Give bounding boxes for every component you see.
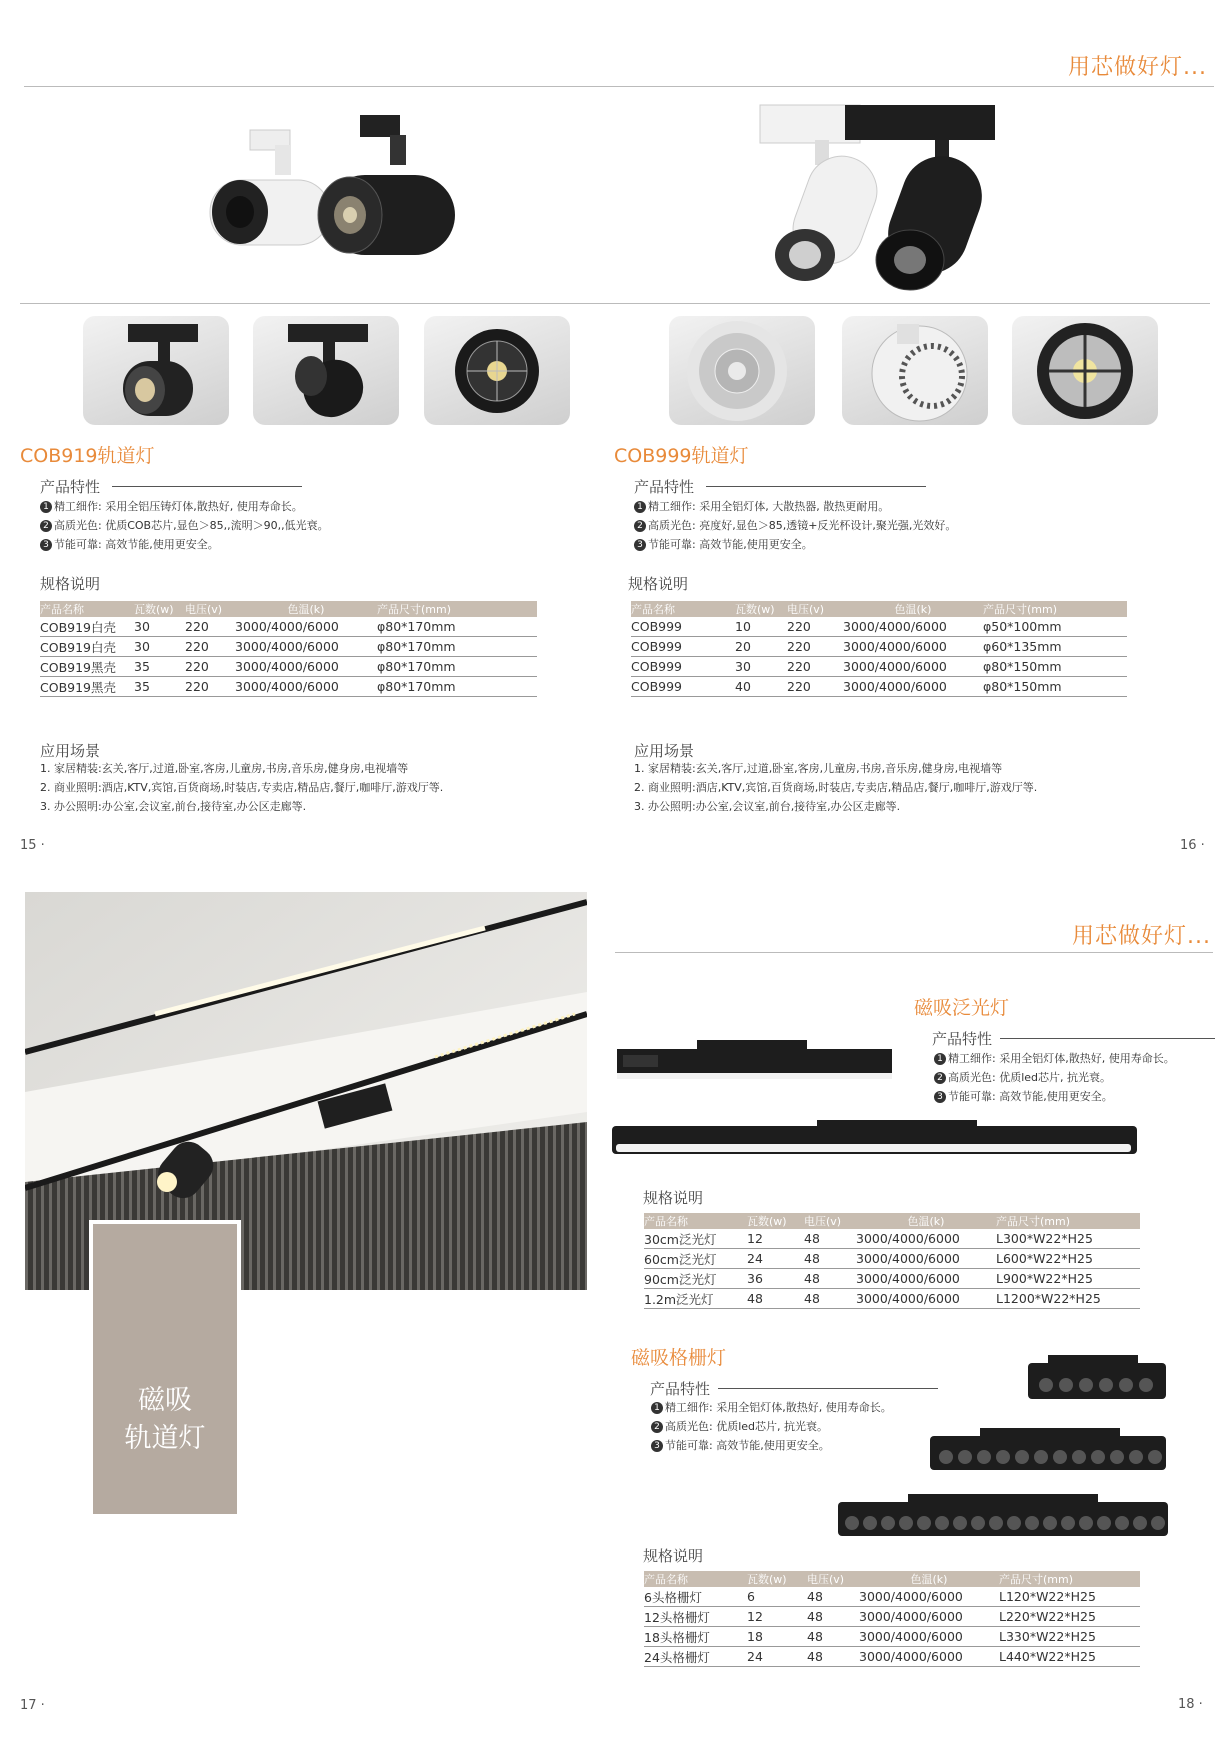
flood-features-list <box>934 1049 1175 1106</box>
table-row: COB999 20 220 3000/4000/6000 φ60*135mm <box>631 637 1127 657</box>
feature-item: 1 精工细作: 采用全铝灯体,散热好, 使用寿命长。 <box>651 1398 892 1417</box>
page18-divider <box>615 952 1213 953</box>
table-row: 18头格栅灯 18 48 3000/4000/6000 L330*W22*H25 <box>644 1627 1140 1647</box>
cob999-detail-photo-3 <box>1012 316 1158 425</box>
grille-features-rule <box>718 1388 938 1389</box>
table-row: 6头格栅灯 6 48 3000/4000/6000 L120*W22*H25 <box>644 1587 1140 1607</box>
cob919-features-heading: 产品特性 <box>40 478 101 496</box>
table-row: 1.2m泛光灯 48 48 3000/4000/6000 L1200*W22*H25 <box>644 1289 1140 1309</box>
table-row: COB999 40 220 3000/4000/6000 φ80*150mm <box>631 677 1127 697</box>
table-row: COB919黑壳 35 220 3000/4000/6000 φ80*170mm <box>40 677 537 697</box>
scene-item: 3. 办公照明:办公室,会议室,前台,接待室,办公区走廊等. <box>40 800 307 813</box>
table-row: 90cm泛光灯 36 48 3000/4000/6000 L900*W22*H25 <box>644 1269 1140 1289</box>
feature-item: 1 精工细作: 采用全铝灯体,散热好, 使用寿命长。 <box>934 1049 1175 1068</box>
scene-item: 1. 家居精装:玄关,客厅,过道,卧室,客房,儿童房,书房,音乐房,健身房,电视墙等 <box>634 762 1003 775</box>
cob919-scenes-heading: 应用场景 <box>40 742 101 760</box>
cob999-product-photo <box>745 95 1025 295</box>
feature-item: 2 高质光色: 优质led芯片, 抗光衰。 <box>934 1068 1175 1087</box>
feature-item: 2 高质光色: 优质led芯片, 抗光衰。 <box>651 1417 892 1436</box>
cob999-features-heading: 产品特性 <box>634 478 695 496</box>
magnetic-track-title-panel <box>89 1220 241 1518</box>
flood-title: 磁吸泛光灯 <box>914 997 1010 1019</box>
feature-item: 3 节能可靠: 高效节能,使用更安全。 <box>40 535 329 554</box>
feature-item: 2 高质光色: 优质COB芯片,显色＞85,,流明＞90,,低光衰。 <box>40 516 329 535</box>
table-row: 60cm泛光灯 24 48 3000/4000/6000 L600*W22*H25 <box>644 1249 1140 1269</box>
flood-features-rule <box>1000 1038 1215 1039</box>
page-number-15: 15 · <box>20 838 45 853</box>
cob919-specs-heading: 规格说明 <box>40 575 101 593</box>
grille-spec-table <box>644 1571 1140 1667</box>
flood-light-short-photo <box>617 1035 892 1085</box>
table-row: 24头格栅灯 24 48 3000/4000/6000 L440*W22*H25 <box>644 1647 1140 1667</box>
feature-item: 1 精工细作: 采用全铝灯体, 大散热器, 散热更耐用。 <box>634 497 956 516</box>
cob999-features-rule <box>706 486 926 487</box>
flood-spec-table <box>644 1213 1140 1309</box>
page-number-18: 18 · <box>1178 1697 1203 1712</box>
middle-divider <box>20 303 1210 304</box>
cob919-detail-photo-1 <box>83 316 229 425</box>
cob919-spec-table <box>40 601 537 697</box>
table-header: 产品名称 瓦数(w) 电压(v) 色温(k) 产品尺寸(mm) <box>40 601 537 617</box>
cob919-detail-photo-2 <box>253 316 399 425</box>
grille-features-heading: 产品特性 <box>650 1380 711 1398</box>
top-divider <box>24 86 1214 87</box>
cob919-features-list <box>40 497 329 554</box>
scene-item: 2. 商业照明:酒店,KTV,宾馆,百货商场,时装店,专卖店,精品店,餐厅,咖啡厅,游戏厅等. <box>634 781 1038 794</box>
table-row: COB999 30 220 3000/4000/6000 φ80*150mm <box>631 657 1127 677</box>
cob999-detail-photo-2 <box>842 316 988 425</box>
cob999-scenes-list <box>634 759 1037 816</box>
table-row: COB999 10 220 3000/4000/6000 φ50*100mm <box>631 617 1127 637</box>
flood-light-long-photo <box>612 1120 1137 1158</box>
cob919-scenes-list <box>40 759 443 816</box>
grille-6-head-photo <box>1028 1355 1166 1403</box>
cob999-features-list <box>634 497 956 554</box>
slogan-top: 用芯做好灯... <box>1068 55 1207 80</box>
table-row: COB919白壳 30 220 3000/4000/6000 φ80*170mm <box>40 637 537 657</box>
cob999-scenes-heading: 应用场景 <box>634 742 695 760</box>
grille-features-list <box>651 1398 892 1455</box>
grille-title: 磁吸格栅灯 <box>631 1347 727 1369</box>
grille-12-head-photo <box>930 1428 1166 1476</box>
table-row: 12头格栅灯 12 48 3000/4000/6000 L220*W22*H25 <box>644 1607 1140 1627</box>
slogan-bottom: 用芯做好灯... <box>1072 924 1211 949</box>
page-number-17: 17 · <box>20 1698 45 1713</box>
panel-line-2: 轨道灯 <box>124 1423 206 1454</box>
table-row: COB919黑壳 35 220 3000/4000/6000 φ80*170mm <box>40 657 537 677</box>
table-header: 产品名称 瓦数(w) 电压(v) 色温(k) 产品尺寸(mm) <box>631 601 1127 617</box>
table-header: 产品名称 瓦数(w) 电压(v) 色温(k) 产品尺寸(mm) <box>644 1571 1140 1587</box>
page-number-16: 16 · <box>1180 838 1205 853</box>
feature-item: 2 高质光色: 亮度好,显色＞85,透镜+反光杯设计,聚光强,光效好。 <box>634 516 956 535</box>
cob999-specs-heading: 规格说明 <box>628 575 689 593</box>
cob919-product-photo <box>200 110 470 270</box>
flood-specs-heading: 规格说明 <box>643 1189 704 1207</box>
table-header: 产品名称 瓦数(w) 电压(v) 色温(k) 产品尺寸(mm) <box>644 1213 1140 1229</box>
feature-item: 1 精工细作: 采用全铝压铸灯体,散热好, 使用寿命长。 <box>40 497 329 516</box>
cob919-title: COB919轨道灯 <box>20 445 155 467</box>
panel-line-1: 磁吸 <box>138 1385 192 1416</box>
table-row: 30cm泛光灯 12 48 3000/4000/6000 L300*W22*H25 <box>644 1229 1140 1249</box>
cob999-spec-table <box>631 601 1127 697</box>
cob999-title: COB999轨道灯 <box>614 445 749 467</box>
scene-item: 2. 商业照明:酒店,KTV,宾馆,百货商场,时装店,专卖店,精品店,餐厅,咖啡厅,游戏厅等. <box>40 781 444 794</box>
feature-item: 3 节能可靠: 高效节能,使用更安全。 <box>651 1436 892 1455</box>
feature-item: 3 节能可靠: 高效节能,使用更安全。 <box>634 535 956 554</box>
flood-features-heading: 产品特性 <box>932 1030 993 1048</box>
scene-item: 1. 家居精装:玄关,客厅,过道,卧室,客房,儿童房,书房,音乐房,健身房,电视墙等 <box>40 762 409 775</box>
table-row: COB919白壳 30 220 3000/4000/6000 φ80*170mm <box>40 617 537 637</box>
grille-specs-heading: 规格说明 <box>643 1547 704 1565</box>
cob919-features-rule <box>112 486 302 487</box>
feature-item: 3 节能可靠: 高效节能,使用更安全。 <box>934 1087 1175 1106</box>
cob919-detail-photo-3 <box>424 316 570 425</box>
grille-18-head-photo <box>838 1494 1168 1542</box>
scene-item: 3. 办公照明:办公室,会议室,前台,接待室,办公区走廊等. <box>634 800 901 813</box>
cob999-detail-photo-1 <box>669 316 815 425</box>
